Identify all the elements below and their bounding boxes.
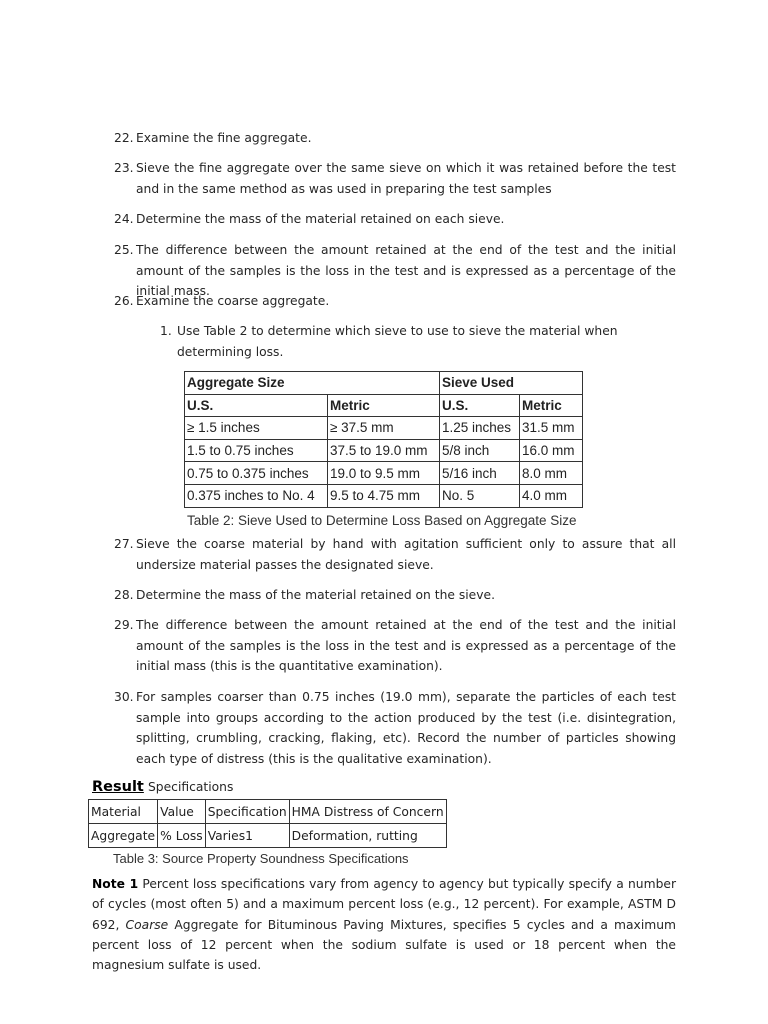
list-number: 30. <box>114 690 134 704</box>
list-number: 29. <box>114 618 134 632</box>
note-italic-text: Coarse <box>125 917 169 932</box>
table-header-row <box>185 394 583 417</box>
table-cell: 37.5 to 19.0 mm <box>328 439 440 462</box>
list-text: Determine the mass of the material retained on each sieve. <box>136 212 505 226</box>
table-cell: ≥ 1.5 inches <box>185 417 328 440</box>
note-paragraph <box>92 874 676 975</box>
list-text: For samples coarser than 0.75 inches (19.0 mm), separate the particles of each test sample into groups according to the action produced by the test (i.e. disintegration, splitting, crumbling, cracking, flaking, etc). Record the number of particles showing each type of distress (this is the qualitative examination). <box>136 690 676 766</box>
table-cell: 1.5 to 0.75 inches <box>185 439 328 462</box>
table-cell: 0.375 inches to No. 4 <box>185 484 328 507</box>
list-text: Sieve the fine aggregate over the same sieve on which it was retained before the test and in the same method as was used in preparing the test samples <box>136 161 676 196</box>
list-text: Examine the coarse aggregate. <box>136 294 330 308</box>
list-text: Examine the fine aggregate. <box>136 131 312 145</box>
table-cell: 8.0 mm <box>520 462 583 485</box>
list-number: 23. <box>114 161 134 175</box>
list-text: Sieve the coarse material by hand with agitation sufficient only to assure that all undersize material passes the designated sieve. <box>136 537 676 572</box>
list-text: Use Table 2 to determine which sieve to use to sieve the material when determining loss. <box>177 324 618 359</box>
list-number: 22. <box>114 131 134 145</box>
table-header-cell: Specification <box>205 800 289 824</box>
table-header-cell: Value <box>158 800 206 824</box>
table-cell: 5/16 inch <box>440 462 520 485</box>
table-cell: 19.0 to 9.5 mm <box>328 462 440 485</box>
table-cell: 4.0 mm <box>520 484 583 507</box>
specifications-table <box>88 799 447 848</box>
table-row <box>185 439 583 462</box>
table-caption: Table 2: Sieve Used to Determine Loss Based on Aggregate Size <box>187 513 577 528</box>
table-cell: % Loss <box>158 824 206 848</box>
table-row <box>185 462 583 485</box>
list-number: 24. <box>114 212 134 226</box>
note-label: Note 1 <box>92 877 139 891</box>
note-text: Aggregate for Bituminous Paving Mixtures, specifies 5 cycles and a maximum percent loss of 12 percent when the sodium sulfate is used or 18 percent when the magnesium sulfate is used. <box>92 917 676 973</box>
table-header-cell: Metric <box>520 394 583 417</box>
table-cell: No. 5 <box>440 484 520 507</box>
section-title: Result <box>92 779 144 795</box>
result-heading <box>92 779 233 795</box>
table-header-cell: Metric <box>328 394 440 417</box>
list-number: 1. <box>160 324 172 338</box>
table-caption: Table 3: Source Property Soundness Specifications <box>113 851 409 866</box>
list-text: The difference between the amount retained at the end of the test and the initial amount of the samples is the loss in the test and is expressed as a percentage of the initial mass (this is the quantitative examination). <box>136 618 676 673</box>
sieve-table <box>184 371 583 508</box>
table-row <box>89 824 447 848</box>
list-text: Determine the mass of the material retained on the sieve. <box>136 588 495 602</box>
table-header-cell: Material <box>89 800 158 824</box>
table-header-cell: HMA Distress of Concern <box>289 800 446 824</box>
table-group-header: Aggregate Size <box>185 372 440 395</box>
list-number: 26. <box>114 294 134 308</box>
list-number: 28. <box>114 588 134 602</box>
table-cell: 16.0 mm <box>520 439 583 462</box>
list-number: 27. <box>114 537 134 551</box>
note-text: Percent loss specifications vary from agency to agency but typically specify a number of cycles (most often 5) and a maximum percent loss (e.g., 12 percent). For example, ASTM D 692, <box>92 877 676 932</box>
table-header-cell: U.S. <box>440 394 520 417</box>
table-header-row <box>185 372 583 395</box>
table-cell: Deformation, rutting <box>289 824 446 848</box>
list-text: The difference between the amount retained at the end of the test and the initial amount of the samples is the loss in the test and is expressed as a percentage of the initial mass. <box>136 243 676 298</box>
section-subtitle: Specifications <box>148 780 234 794</box>
table-cell: 9.5 to 4.75 mm <box>328 484 440 507</box>
list-number: 25. <box>114 243 134 257</box>
table-cell: Aggregate <box>89 824 158 848</box>
table-header-row <box>89 800 447 824</box>
table-cell: Varies1 <box>205 824 289 848</box>
table-group-header: Sieve Used <box>440 372 583 395</box>
table-cell: 0.75 to 0.375 inches <box>185 462 328 485</box>
table-cell: 31.5 mm <box>520 417 583 440</box>
table-header-cell: U.S. <box>185 394 328 417</box>
table-cell: 5/8 inch <box>440 439 520 462</box>
table-row <box>185 417 583 440</box>
table-cell: ≥ 37.5 mm <box>328 417 440 440</box>
table-row <box>185 484 583 507</box>
table-cell: 1.25 inches <box>440 417 520 440</box>
